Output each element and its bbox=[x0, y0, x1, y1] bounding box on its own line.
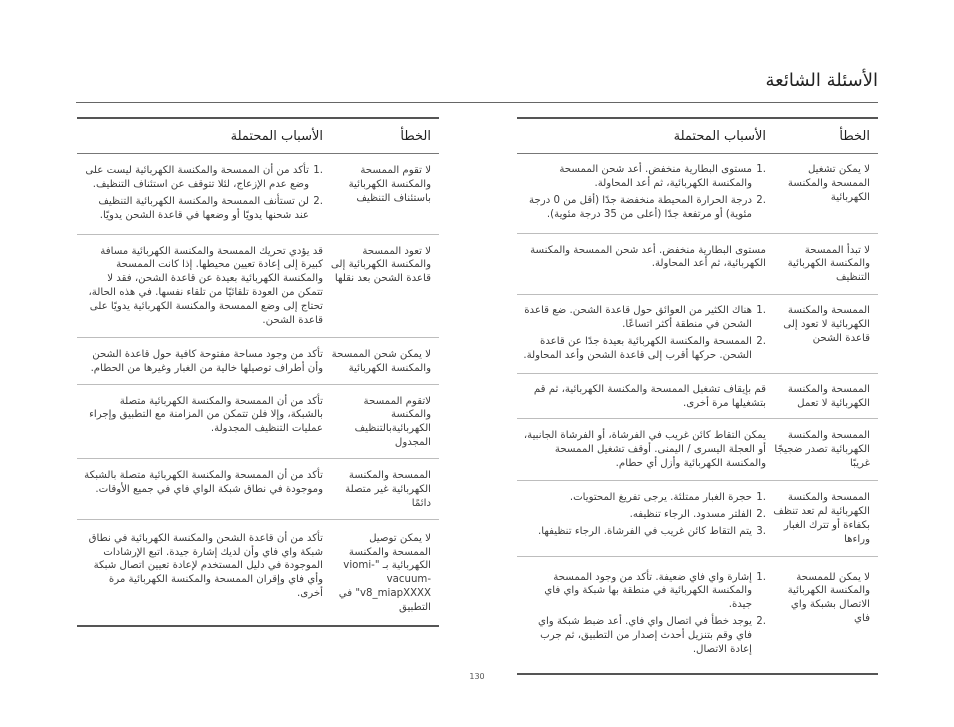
cause-item bbox=[521, 304, 766, 332]
cause-item bbox=[81, 195, 323, 223]
error-cell bbox=[766, 491, 878, 547]
error-cell bbox=[766, 244, 878, 286]
cause-text: درجة الحرارة المحيطة منخفضة جدًا (أقل من 0 درجة مئوية) أو مرتفعة جدًا (أعلى من 35 درجة مئوية). bbox=[529, 194, 752, 220]
error-cell bbox=[766, 304, 878, 366]
causes-cell bbox=[517, 383, 766, 411]
cause-number: .1 bbox=[756, 571, 766, 583]
cause-item bbox=[81, 164, 323, 192]
cause-number: .3 bbox=[756, 525, 766, 537]
cause-number: .1 bbox=[756, 305, 766, 317]
faq-table-right bbox=[517, 117, 878, 675]
table-row bbox=[77, 520, 439, 625]
cause-text: هناك الكثير من العوائق حول قاعدة الشحن. ضع قاعدة الشحن في منطقة أكثر اتساعًا. bbox=[524, 305, 752, 330]
table-row bbox=[517, 295, 878, 374]
cause-text: تأكد من أن قاعدة الشحن والمكنسة الكهربائية في نطاق شبكة واي فاي وأن لديك إشارة جيدة. اتبع الإرشادات الموجودة في دليل المستخدم لإعادة تعيين اتصال شبكة وأي فاي وإقران الممسحة والمكنسة الكهربائية مرة أخرى. bbox=[88, 532, 323, 600]
faq-table-left bbox=[77, 117, 439, 627]
cause-text: تأكد من أن الممسحة والمكنسة الكهربائية ليست على وضع عدم الإزعاج، لئلا تتوقف عن استئناف التنظيف. bbox=[85, 165, 309, 190]
cause-text: يوجد خطأ في اتصال واي فاي. أعد ضبط شبكة واي فاي وقم بتنزيل أحدث إصدار من التطبيق، ثم جرب إعادة الاتصال. bbox=[538, 616, 752, 655]
cause-text: تأكد من أن الممسحة والمكنسة الكهربائية متصلة بالشبكة، وإلا فلن تتمكن من المزامنة مع التطبيق وإجراء عمليات التنظيف المجدولة. bbox=[89, 395, 323, 435]
table-row bbox=[77, 459, 439, 520]
error-cell bbox=[323, 164, 439, 226]
cause-number: .1 bbox=[756, 164, 766, 175]
error-cell bbox=[323, 348, 439, 376]
error-cell bbox=[766, 429, 878, 471]
causes-list bbox=[521, 163, 766, 222]
causes-list bbox=[521, 304, 766, 363]
cause-text: الممسحة والمكنسة الكهربائية بعيدة جدًا عن قاعدة الشحن. حركها أقرب إلى قاعدة الشحن وأعد المحاولة. bbox=[523, 335, 752, 361]
table-row bbox=[77, 338, 439, 385]
causes-cell bbox=[77, 245, 323, 328]
error-text: لا تبدأ الممسحة والمكنسة الكهربائية التنظيف bbox=[787, 244, 870, 284]
cause-text: يتم التقاط كائن غريب في الفرشاة. الرجاء تنظيفها. bbox=[538, 525, 752, 537]
causes-list bbox=[521, 571, 766, 657]
causes-list bbox=[81, 164, 323, 223]
cause-text: لن تستأنف الممسحة والمكنسة الكهربائية التنظيف عند شحنها يدويًا أو وضعها في قاعدة الشحن يدويًا. bbox=[98, 195, 309, 221]
cause-number: .1 bbox=[313, 165, 323, 176]
causes-cell bbox=[517, 244, 766, 286]
cause-text: يمكن التقاط كائن غريب في الفرشاة، أو الفرشاة الجانبية، أو العجلة اليسرى / اليمنى. أوقف تشغيل الممسحة والمكنسة الكهربائية وأزل أي حطام. bbox=[523, 430, 766, 470]
cause-text: حجرة الغبار ممتلئة. يرجى تفريغ المحتويات. bbox=[569, 492, 752, 503]
page-title: الأسئلة الشائعة bbox=[765, 70, 878, 91]
cause-number: .2 bbox=[756, 616, 766, 628]
cause-item bbox=[521, 335, 766, 363]
cause-number: .2 bbox=[756, 194, 766, 206]
error-text: لا يمكن للممسحة والمكنسة الكهربائية الاتصال بشبكة واي فاي bbox=[787, 571, 870, 625]
error-text: لا يمكن شحن الممسحة والمكنسة الكهربائية bbox=[331, 348, 431, 374]
causes-list bbox=[521, 491, 766, 539]
cause-item bbox=[521, 508, 766, 522]
table-row bbox=[517, 557, 878, 673]
page-number: 130 bbox=[469, 672, 485, 681]
cause-number: .1 bbox=[756, 492, 766, 503]
error-cell bbox=[323, 395, 439, 451]
cause-item bbox=[521, 163, 766, 191]
header-causes: الأسباب المحتملة bbox=[673, 128, 766, 144]
cause-number: .2 bbox=[313, 195, 323, 207]
causes-cell bbox=[517, 429, 766, 471]
cause-text: قد يؤدي تحريك الممسحة والمكنسة الكهربائية مسافة كبيرة إلى إعادة تعيين محيطها. إذا كانت الممسحة والمكنسة الكهربائية بعيدة عن قاعدة الشحن، فقد لا تتمكن من العودة تلقائيًا من تلقاء نفسها. في هذه الحالة، تحتاج إلى وضع الممسحة والمكنسة الكهربائية يدويًا على قاعدة الشحن. bbox=[88, 245, 323, 326]
causes-cell bbox=[77, 164, 323, 226]
table-header bbox=[77, 119, 439, 154]
error-cell bbox=[323, 532, 439, 615]
error-cell bbox=[323, 469, 439, 511]
header-causes: الأسباب المحتملة bbox=[230, 128, 323, 144]
error-text: الممسحة والمكنسة الكهربائية لم تعد تنظف بكفاءة أو تترك الغبار وراءها bbox=[773, 492, 870, 545]
cause-text: قم بإيقاف تشغيل الممسحة والمكنسة الكهربائية، ثم قم بتشغيلها مرة أخرى. bbox=[533, 383, 766, 409]
table-row bbox=[517, 234, 878, 296]
cause-item bbox=[521, 571, 766, 613]
cause-text: مستوى البطارية منخفض. أعد شحن الممسحة والمكنسة الكهربائية، ثم أعد المحاولة. bbox=[530, 244, 766, 270]
table-row bbox=[77, 235, 439, 338]
causes-cell bbox=[77, 532, 323, 615]
error-cell bbox=[766, 163, 878, 225]
error-text: الممسحة والمكنسة الكهربائية تصدر ضجيجًا غريبًا bbox=[774, 430, 870, 470]
cause-text: الفلتر مسدود. الرجاء تنظيفه. bbox=[629, 508, 752, 520]
causes-cell bbox=[77, 395, 323, 451]
table-row bbox=[77, 385, 439, 460]
cause-item bbox=[521, 491, 766, 505]
cause-item bbox=[521, 525, 766, 539]
cause-number: .2 bbox=[756, 508, 766, 520]
cause-text: إشارة واي فاي ضعيفة. تأكد من وجود الممسحة والمكنسة الكهربائية في منطقة بها شبكة واي فاي جيدة. bbox=[544, 571, 752, 611]
causes-cell bbox=[517, 163, 766, 225]
causes-cell bbox=[517, 491, 766, 547]
cause-text: مستوى البطارية منخفض. أعد شحن الممسحة والمكنسة الكهربائية، ثم أعد المحاولة. bbox=[559, 164, 752, 189]
cause-text: تأكد من وجود مساحة مفتوحة كافية حول قاعدة الشحن وأن أطراف توصيلها خالية من الغبار وغيرها من الحطام. bbox=[90, 348, 323, 374]
table-row bbox=[517, 154, 878, 234]
error-text: الممسحة والمكنسة الكهربائية غير متصلة دائمًا bbox=[345, 470, 431, 509]
table-row bbox=[77, 154, 439, 235]
cause-item bbox=[521, 615, 766, 657]
error-text: لا يمكن توصيل الممسحة والمكنسة الكهربائية بـ "viomi-vacuum-v8_miapXXXX" في التطبيق bbox=[338, 532, 431, 613]
error-text: لا تقوم الممسحة والمكنسة الكهربائية باستئناف التنظيف bbox=[348, 165, 431, 204]
header-error: الخطأ bbox=[400, 128, 431, 144]
table-row bbox=[517, 374, 878, 420]
table-row bbox=[517, 419, 878, 481]
header-error: الخطأ bbox=[839, 128, 870, 144]
error-cell bbox=[766, 571, 878, 660]
error-text: لا تعود الممسحة والمكنسة الكهربائية إلى قاعدة الشحن بعد نقلها bbox=[330, 245, 431, 285]
causes-cell bbox=[517, 571, 766, 660]
error-text: لا يمكن تشغيل الممسحة والمكنسة الكهربائية bbox=[787, 164, 870, 203]
cause-item bbox=[521, 194, 766, 222]
causes-cell bbox=[517, 304, 766, 366]
causes-cell bbox=[77, 348, 323, 376]
error-text: الممسحة والمكنسة الكهربائية لا تعمل bbox=[787, 383, 870, 409]
error-cell bbox=[323, 245, 439, 328]
error-cell bbox=[766, 383, 878, 411]
error-text: لاتقوم الممسحة والمكنسة الكهربائيةبالتنظيف المجدول bbox=[354, 395, 431, 449]
error-text: الممسحة والمكنسة الكهربائية لا تعود إلى قاعدة الشحن bbox=[783, 305, 870, 344]
table-bottom-border bbox=[77, 625, 439, 627]
causes-cell bbox=[77, 469, 323, 511]
cause-text: تأكد من أن الممسحة والمكنسة الكهربائية متصلة بالشبكة وموجودة في نطاق شبكة الواي فاي في جميع الأوقات. bbox=[84, 470, 323, 495]
table-header bbox=[517, 119, 878, 154]
cause-number: .2 bbox=[756, 335, 766, 347]
title-divider bbox=[76, 102, 878, 103]
table-row bbox=[517, 481, 878, 557]
